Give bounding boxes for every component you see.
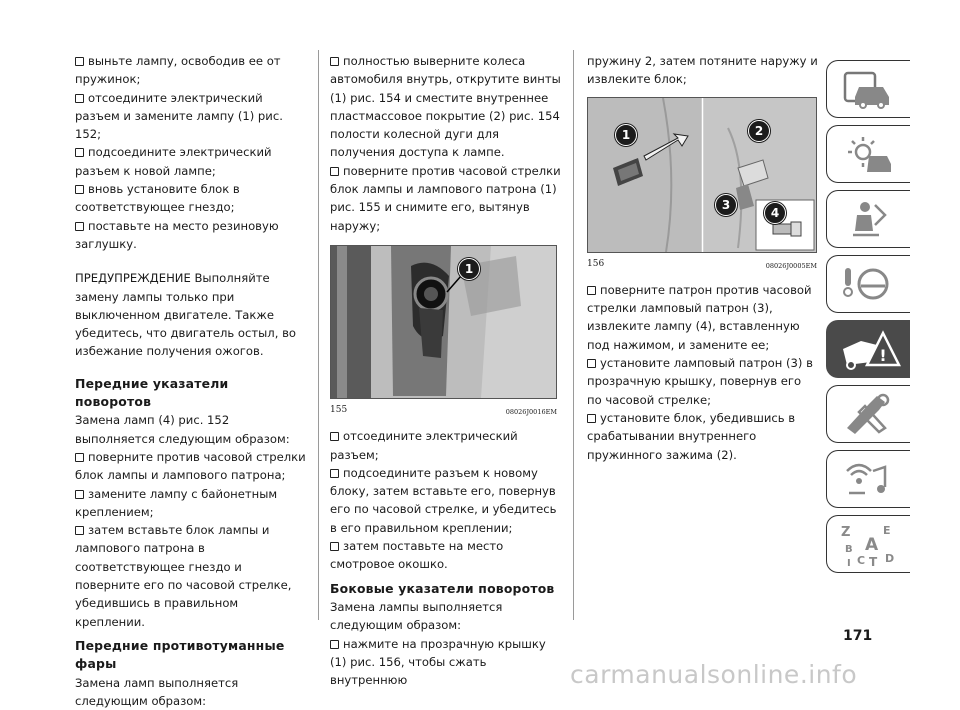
lights-icon	[839, 132, 899, 176]
tab-multimedia[interactable]	[826, 450, 910, 508]
svg-text:!: !	[879, 346, 886, 365]
chapter-tabs	[826, 60, 912, 580]
figure-155	[330, 245, 557, 399]
tab-driving[interactable]	[826, 255, 910, 313]
page-number: 171	[843, 628, 872, 644]
callout-badge: 4	[764, 202, 786, 224]
callout-badge: 1	[458, 258, 480, 280]
bullet-icon	[75, 94, 84, 103]
step: поверните против часовой стрелки блок лампы и лампового патрона;	[75, 448, 307, 485]
index-letter: A	[865, 535, 879, 555]
step: полностью выверните колеса автомобиля внутрь, открутите винты (1) рис. 154 и сместите внутреннее пластмассовое покрытие (2) рис. 154 полости колесной дуги для получения доступа к лампе.	[330, 52, 562, 162]
tab-dashboard[interactable]	[826, 60, 910, 118]
bullet-icon	[75, 185, 84, 194]
column-2	[330, 52, 562, 689]
step: отсоедините электрический разъем;	[330, 427, 562, 464]
driving-icon	[839, 262, 899, 306]
callout-badge: 2	[748, 120, 770, 142]
step: выньте лампу, освободив ее от пружинок;	[75, 52, 307, 89]
multimedia-icon	[839, 457, 899, 501]
index-icon	[839, 522, 901, 568]
index-letter: Z	[841, 525, 850, 540]
index-letter: D	[885, 552, 894, 565]
figure-caption	[587, 255, 817, 275]
side-indicator-photo	[588, 98, 816, 252]
bullet-icon	[75, 222, 84, 231]
step: отсоедините электрический разъем и замените лампу (1) рис. 152;	[75, 89, 307, 144]
bullet-icon	[75, 490, 84, 499]
callout-badge: 1	[615, 124, 637, 146]
column-1	[75, 52, 307, 710]
figure-number: 156	[587, 255, 604, 275]
index-letter: C	[857, 554, 865, 567]
step: замените лампу с байонетным креплением;	[75, 485, 307, 522]
step: затем вставьте блок лампы и лампового патрона в соответствующее гнездо и поверните его по часовой стрелке, убедившись в правильном креплении.	[75, 521, 307, 631]
bullet-icon	[75, 148, 84, 157]
bullet-icon	[330, 57, 339, 66]
bullet-icon	[330, 167, 339, 176]
bullet-icon	[587, 414, 596, 423]
safety-icon	[839, 197, 899, 241]
step: установите блок, убедившись в срабатывании внутреннего пружинного зажима (2).	[587, 409, 819, 464]
step: вновь установите блок в соответствующее гнездо;	[75, 180, 307, 217]
index-letter: I	[847, 558, 851, 568]
column-divider	[318, 50, 319, 620]
step: поверните против часовой стрелки блок лампы и лампового патрона (1) рис. 155 и снимите его, вытянув наружу;	[330, 162, 562, 235]
tab-lights[interactable]	[826, 125, 910, 183]
bullet-icon	[75, 453, 84, 462]
column-3	[587, 52, 819, 464]
tab-safety[interactable]	[826, 190, 910, 248]
bullet-icon	[330, 542, 339, 551]
bullet-icon	[587, 359, 596, 368]
lamp-socket-photo	[331, 246, 556, 398]
bullet-icon	[330, 469, 339, 478]
tab-emergency[interactable]	[826, 320, 910, 378]
figure-caption	[330, 401, 557, 421]
index-letter: E	[883, 524, 891, 537]
index-letter: T	[869, 555, 878, 568]
section-heading: Передние противотуманные фары	[75, 637, 307, 674]
bullet-icon	[330, 640, 339, 649]
tab-maintenance[interactable]	[826, 385, 910, 443]
index-letter: B	[845, 544, 853, 555]
paragraph: Замена лампы выполняется следующим образом:	[330, 598, 562, 635]
step: подсоедините электрический разъем к новой лампе;	[75, 143, 307, 180]
bullet-icon	[75, 57, 84, 66]
figure-156	[587, 97, 817, 253]
bullet-icon	[587, 286, 596, 295]
bullet-icon	[330, 432, 339, 441]
warning-text: ПРЕДУПРЕЖДЕНИЕ Выполняйте замену лампы только при выключенном двигателе. Также убедитесь, что двигатель остыл, во избежание получения ожогов.	[75, 269, 307, 360]
step: затем поставьте на место смотровое окошко.	[330, 537, 562, 574]
dashboard-icon	[839, 67, 899, 111]
step: установите ламповый патрон (3) в прозрачную крышку, повернув его по часовой стрелке;	[587, 354, 819, 409]
figure-code: 08026J0016EM	[506, 401, 557, 421]
watermark-text: carmanualsonline.info	[570, 660, 857, 689]
step: поверните патрон против часовой стрелки ламповый патрон (3), извлеките лампу (4), вставленную под нажимом, и замените ее;	[587, 281, 819, 354]
section-heading: Боковые указатели поворотов	[330, 580, 562, 598]
callout-badge: 3	[715, 194, 737, 216]
figure-code: 08026J0005EM	[766, 255, 817, 275]
figure-number: 155	[330, 401, 347, 421]
tab-index[interactable]	[826, 515, 910, 573]
step: подсоедините разъем к новому блоку, затем вставьте его, повернув его по часовой стрелке, и убедитесь в его правильном креплении;	[330, 464, 562, 537]
bullet-icon	[75, 526, 84, 535]
section-heading: Передние указатели поворотов	[75, 375, 307, 412]
maintenance-icon	[839, 392, 899, 436]
paragraph: пружину 2, затем потяните наружу и извлеките блок;	[587, 52, 819, 89]
emergency-icon	[839, 327, 901, 373]
step: поставьте на место резиновую заглушку.	[75, 217, 307, 254]
paragraph: Замена ламп выполняется следующим образом:	[75, 674, 307, 710]
column-divider	[573, 50, 574, 620]
step: нажмите на прозрачную крышку (1) рис. 156, чтобы сжать внутреннюю	[330, 635, 562, 690]
paragraph: Замена ламп (4) рис. 152 выполняется следующим образом:	[75, 411, 307, 448]
